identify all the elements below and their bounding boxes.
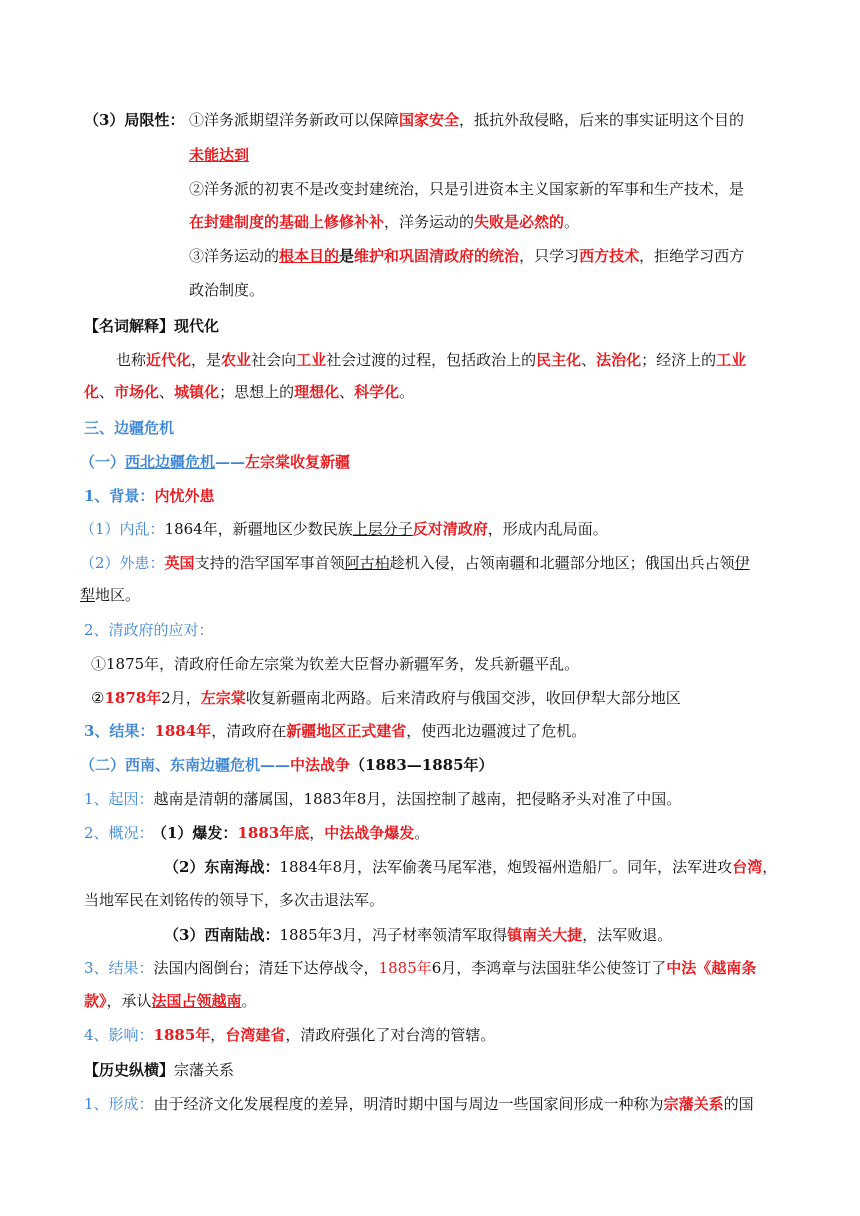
text: 、 bbox=[159, 383, 175, 401]
result-2-line bbox=[84, 958, 756, 978]
result-2-line-cont bbox=[84, 991, 257, 1011]
heading-bracket: 【名词解释】 bbox=[84, 317, 175, 335]
highlight: 左宗棠收复新疆 bbox=[245, 453, 351, 471]
subsection-1-title bbox=[80, 452, 350, 472]
highlight: 新疆地区正式建省 bbox=[286, 722, 407, 740]
text: 、 bbox=[581, 351, 597, 369]
limitation-point-1 bbox=[189, 110, 783, 130]
text: ③洋务运动的 bbox=[189, 247, 280, 265]
text: （1883—1885年） bbox=[350, 756, 494, 774]
item-label: 4、影响： bbox=[84, 1026, 154, 1044]
text: ，抵抗外敌侵略，后来的事实证明这个目的 bbox=[459, 111, 745, 129]
southeast-sea-battle-cont bbox=[84, 890, 384, 910]
text: ②洋务派的初衷不是改变封建统治，只是引进资本主义国家新的军事和生产技术，是 bbox=[189, 180, 745, 198]
highlight: 西方技术 bbox=[579, 247, 640, 265]
text: 社会过渡的过程，包括政治上的 bbox=[326, 351, 537, 369]
text: 。 bbox=[564, 213, 580, 231]
text: ，洋务运动的 bbox=[384, 213, 475, 231]
text: 6月，李鸿章与法国驻华公使签订了 bbox=[431, 959, 667, 977]
text: 支持的浩罕国军事首领 bbox=[194, 554, 345, 572]
highlight: 近代化 bbox=[146, 351, 192, 369]
term-line-2 bbox=[84, 382, 414, 402]
text: ，是 bbox=[191, 351, 222, 369]
response-2 bbox=[91, 688, 681, 708]
highlight: 左宗棠 bbox=[200, 689, 246, 707]
highlight: 理想化 bbox=[294, 383, 340, 401]
highlight: 台湾建省 bbox=[225, 1026, 286, 1044]
text: ，清政府强化了对台湾的管辖。 bbox=[285, 1026, 496, 1044]
text: ，只学习 bbox=[519, 247, 580, 265]
southwest-land-battle bbox=[164, 925, 672, 945]
text: ①洋务派期望洋务新政可以保障 bbox=[189, 111, 400, 129]
item-label: 1、形成： bbox=[84, 1095, 154, 1113]
highlight: 英国 bbox=[164, 554, 195, 572]
highlight: 失败是必然的 bbox=[474, 213, 565, 231]
item-label: （2）外患： bbox=[80, 554, 165, 572]
text: 政治制度。 bbox=[189, 281, 265, 299]
highlight: 市场化 bbox=[114, 383, 160, 401]
text: 。 bbox=[399, 383, 415, 401]
highlight: 1884年 bbox=[154, 722, 212, 740]
formation-line bbox=[84, 1094, 754, 1114]
highlight: 科学化 bbox=[354, 383, 400, 401]
item-label: 2、清政府的应对： bbox=[84, 621, 214, 639]
impact-line bbox=[84, 1025, 495, 1045]
item-label: 1、背景： bbox=[84, 487, 155, 505]
text: 地区。 bbox=[95, 586, 141, 604]
item-label: 3、结果： bbox=[84, 722, 155, 740]
text: 1864年，新疆地区少数民族 bbox=[164, 520, 353, 538]
text: 也称 bbox=[116, 351, 147, 369]
cause-line bbox=[84, 789, 681, 809]
term-line-1 bbox=[116, 350, 746, 370]
highlight: 内忧外患 bbox=[154, 487, 215, 505]
highlight: 民主化 bbox=[536, 351, 582, 369]
text: 越南是清朝的藩属国，1883年8月，法国控制了越南，把侵略矛头对准了中国。 bbox=[153, 790, 682, 808]
highlight: 未能达到 bbox=[189, 146, 250, 164]
heading-text: 宗藩关系 bbox=[174, 1061, 235, 1079]
highlight: 中法战争爆发 bbox=[324, 824, 415, 842]
internal-line bbox=[80, 519, 608, 539]
text: 由于经济文化发展程度的差异，明清时期中国与周边一些国家间形成一种称为 bbox=[153, 1095, 664, 1113]
text: 伊 bbox=[734, 554, 750, 572]
section-title-text: 三、边疆危机 bbox=[84, 419, 175, 437]
highlight: 农业 bbox=[221, 351, 252, 369]
item-label: （1）内乱： bbox=[80, 520, 165, 538]
text: 1885年3月，冯子材率领清军取得 bbox=[279, 926, 508, 944]
highlight: 1885年 bbox=[378, 959, 432, 977]
highlight: 反对清政府 bbox=[412, 520, 488, 538]
text: （1）爆发： bbox=[152, 824, 238, 842]
limitation-point-3-cont bbox=[189, 280, 264, 300]
text: ，承认 bbox=[106, 992, 152, 1010]
text: ， bbox=[210, 1026, 226, 1044]
text: ② bbox=[91, 689, 105, 707]
text: 收复新疆南北两路。后来清政府与俄国交涉，收回伊犁大部分地区 bbox=[245, 689, 681, 707]
text: 社会向 bbox=[251, 351, 297, 369]
highlight: 1878年 bbox=[104, 689, 162, 707]
external-line bbox=[80, 553, 750, 573]
text: 阿古柏 bbox=[344, 554, 390, 572]
highlight: 法国占领越南 bbox=[151, 992, 242, 1010]
highlight: 工业 bbox=[716, 351, 747, 369]
limitation-point-2-cont bbox=[189, 212, 579, 232]
highlight: 法治化 bbox=[596, 351, 642, 369]
text: 是 bbox=[339, 247, 355, 265]
limitation-line-1 bbox=[84, 110, 184, 130]
text: （3）西南陆战： bbox=[164, 926, 280, 944]
highlight: 款》 bbox=[84, 992, 107, 1010]
text: ；经济上的 bbox=[641, 351, 717, 369]
text: ，法军败退。 bbox=[582, 926, 673, 944]
item-label: 2、概况： bbox=[84, 824, 154, 842]
limitation-point-2 bbox=[189, 179, 744, 199]
highlight: 中法《越南条 bbox=[666, 959, 757, 977]
limitation-point-3 bbox=[189, 246, 744, 266]
limitation-label: （3）局限性： bbox=[84, 111, 185, 129]
highlight: 1885年 bbox=[153, 1026, 211, 1044]
term-heading bbox=[84, 316, 219, 336]
result-line bbox=[84, 721, 586, 741]
response-heading bbox=[84, 620, 214, 640]
text: 当地军民在刘铭传的领导下，多次击退法军。 bbox=[84, 891, 385, 909]
text: ；思想上的 bbox=[219, 383, 295, 401]
southeast-sea-battle bbox=[164, 857, 777, 877]
history-heading bbox=[84, 1060, 234, 1080]
text: ，清政府在 bbox=[211, 722, 287, 740]
highlight: 台湾 bbox=[732, 858, 763, 876]
text: —— bbox=[215, 453, 246, 471]
section-title bbox=[84, 418, 174, 438]
heading-bracket: 【历史纵横】 bbox=[84, 1061, 175, 1079]
text: 法国内阁倒台；清廷下达停战令， bbox=[153, 959, 379, 977]
background-line bbox=[84, 486, 214, 506]
text: 2月， bbox=[161, 689, 201, 707]
highlight: 宗藩关系 bbox=[663, 1095, 724, 1113]
highlight: 化 bbox=[84, 383, 100, 401]
text: 、 bbox=[99, 383, 115, 401]
text: ， bbox=[309, 824, 325, 842]
text: ，拒绝学习西方 bbox=[639, 247, 745, 265]
overview-outbreak bbox=[152, 823, 429, 843]
highlight: 在封建制度的基础上修修补补 bbox=[189, 213, 385, 231]
text: 。 bbox=[414, 824, 430, 842]
text: （二）西南、东南边疆危机—— bbox=[80, 756, 291, 774]
text: 犁 bbox=[80, 586, 96, 604]
item-label: 1、起因： bbox=[84, 790, 154, 808]
text: 西北边疆危机 bbox=[125, 453, 216, 471]
text: ，使西北边疆渡过了危机。 bbox=[406, 722, 587, 740]
text: 1884年8月，法军偷袭马尾军港，炮毁福州造船厂。同年，法军进攻 bbox=[279, 858, 733, 876]
highlight: 镇南关大捷 bbox=[507, 926, 583, 944]
text: 的国 bbox=[723, 1095, 754, 1113]
overview-line bbox=[84, 823, 154, 843]
limitation-point-1-cont bbox=[189, 145, 249, 165]
text: 、 bbox=[339, 383, 355, 401]
text: 上层分子 bbox=[352, 520, 413, 538]
heading-text: 现代化 bbox=[174, 317, 220, 335]
highlight: 城镇化 bbox=[174, 383, 220, 401]
response-1 bbox=[91, 654, 579, 674]
text: ，形成内乱局面。 bbox=[487, 520, 608, 538]
text: ， bbox=[762, 858, 778, 876]
subsection-2-title bbox=[80, 755, 494, 775]
highlight: 1883年底 bbox=[237, 824, 310, 842]
external-line-cont bbox=[80, 585, 140, 605]
item-label: 3、结果： bbox=[84, 959, 154, 977]
text: （2）东南海战： bbox=[164, 858, 280, 876]
highlight: 维护和巩固清政府的统治 bbox=[354, 247, 520, 265]
text: （一） bbox=[80, 453, 126, 471]
text: ①1875年，清政府任命左宗棠为钦差大臣督办新疆军务，发兵新疆平乱。 bbox=[91, 655, 580, 673]
text: 趁机入侵，占领南疆和北疆部分地区；俄国出兵占领 bbox=[389, 554, 735, 572]
highlight: 国家安全 bbox=[399, 111, 460, 129]
highlight: 中法战争 bbox=[290, 756, 351, 774]
highlight: 工业 bbox=[296, 351, 327, 369]
text: 。 bbox=[241, 992, 257, 1010]
highlight: 根本目的 bbox=[279, 247, 340, 265]
